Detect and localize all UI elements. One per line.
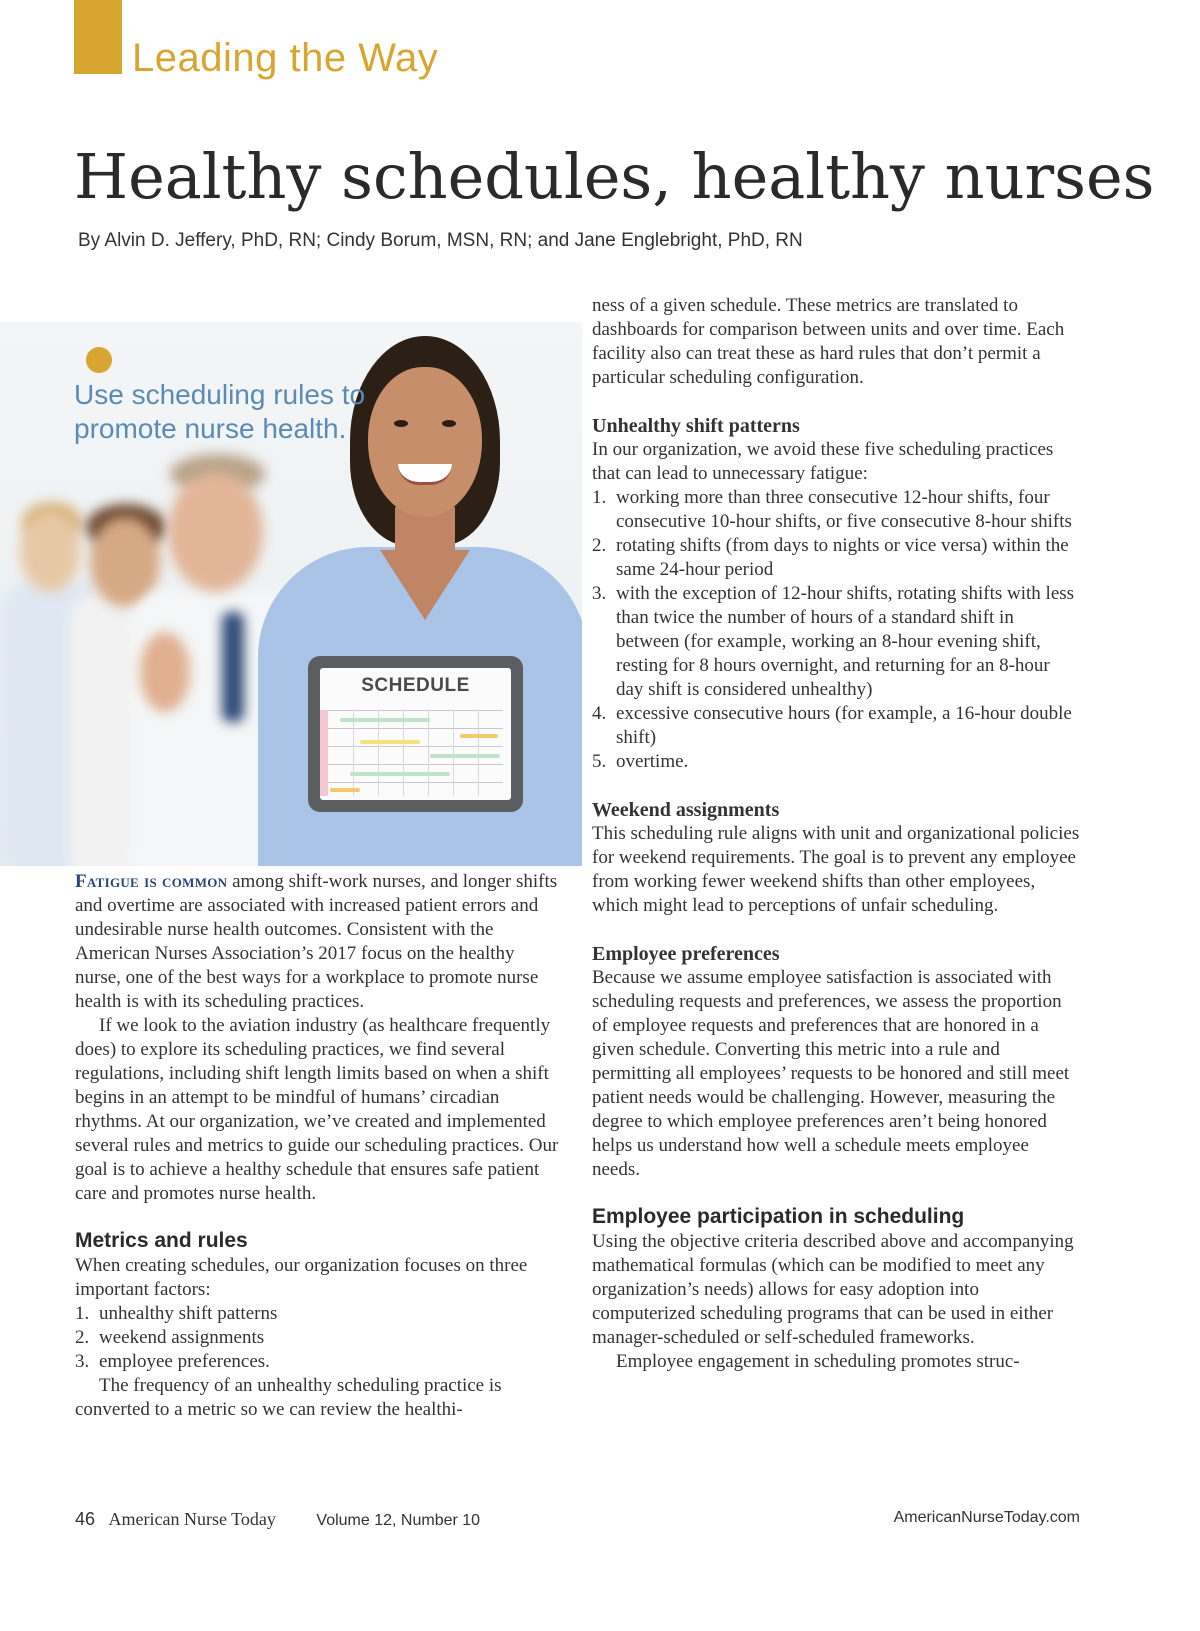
page-footer-left — [75, 1509, 480, 1530]
aviation-paragraph: If we look to the aviation industry (as healthcare frequently does) to explore its scheduling practices, we find several regulations, including shift length limits based on when a shift begins in an attempt to be mindful of humans’ circadian rhythms. At our organization, we’ve created and implemented several rules and metrics to guide our scheduling practices. Our goal is to achieve a healthy schedule that ensures safe patient care and promotes nurse health. — [75, 1015, 559, 1204]
calendar-gridline — [328, 782, 503, 783]
list-number: 4. — [592, 703, 607, 724]
photo-caption: Use scheduling rules to promote nurse health. — [74, 379, 366, 444]
background-doctor-tie — [222, 612, 244, 722]
weekend-heading: Weekend assignments — [592, 799, 780, 821]
calendar-event — [360, 740, 420, 744]
calendar-gridline — [478, 710, 479, 796]
preferences-heading: Employee preferences — [592, 943, 780, 965]
list-item-text: overtime. — [616, 751, 689, 772]
page-number: 46 — [75, 1509, 96, 1529]
list-item-text: excessive consecutive hours (for example, a 16-hour double shift) — [616, 703, 1072, 748]
calendar-event — [460, 734, 498, 738]
right-text-column — [592, 294, 1080, 1374]
spacer — [592, 918, 1080, 942]
calendar-event — [330, 788, 360, 792]
calendar-gridline — [328, 710, 503, 711]
calendar-gridline — [378, 710, 379, 796]
list-item-text: with the exception of 12-hour shifts, rotating shifts with less than twice the number of hours of a standard shift in between (for example, working an 8-hour evening shift, resting for 8 hours overnight, and returning for an 8-hour day shift is considered unhealthy) — [616, 583, 1075, 700]
caption-bullet-dot — [86, 347, 112, 373]
calendar-event — [430, 754, 500, 758]
list-item — [75, 1302, 563, 1326]
list-item — [75, 1350, 563, 1374]
schedule-tablet — [308, 656, 523, 812]
metrics-intro: When creating schedules, our organization focuses on three important factors: — [75, 1255, 528, 1300]
section-color-bar — [74, 0, 122, 74]
calendar-gridline — [403, 710, 404, 796]
thumbs-up-hand — [140, 632, 190, 712]
list-item-text: employee preferences. — [99, 1351, 270, 1372]
intro-text: among shift-work nurses, and longer shifts and overtime are associated with increased patient errors and undesirable nurse health outcomes. Consistent with the American Nurses Association’s 2017 focus on the healthy nurse, one of the best ways for a workplace to promote nurse health is with its scheduling practices. — [75, 871, 558, 1012]
nurse-left-eye — [394, 420, 408, 427]
spacer — [592, 1182, 1080, 1204]
spacer — [592, 774, 1080, 798]
background-staff-face — [90, 517, 160, 607]
list-item — [592, 534, 1080, 582]
engagement-paragraph: Employee engagement in scheduling promotes struc- — [616, 1351, 1020, 1372]
spacer — [592, 390, 1080, 414]
calendar-event — [350, 772, 450, 776]
participation-heading: Employee participation in scheduling — [592, 1205, 965, 1228]
list-number: 2. — [75, 1327, 90, 1348]
metric-paragraph: The frequency of an unhealthy scheduling practice is converted to a metric so we can review the healthi- — [75, 1375, 502, 1420]
preferences-paragraph: Because we assume employee satisfaction is associated with scheduling requests and preferences, we assess the proportion of employee requests and preferences that are honored in a given schedule. Converting this metric into a rule and permitting all employees’ requests to be honored and still meet patient needs would be challenging. However, measuring the degree to which employee preferences aren’t being honored helps us understand how well a schedule meets employee needs. — [592, 967, 1070, 1180]
factors-list — [75, 1302, 563, 1374]
intro-paragraph — [75, 870, 563, 1014]
list-item-text: working more than three consecutive 12-hour shifts, four consecutive 10-hour shifts, or five consecutive 8-hour shifts — [616, 487, 1072, 532]
background-nurse-face — [20, 512, 80, 592]
weekend-paragraph: This scheduling rule aligns with unit and organizational policies for weekend requirements. The goal is to prevent any employee from working fewer weekend shifts than other employees, which might lead to perceptions of unfair scheduling. — [592, 823, 1080, 916]
calendar-gridline — [428, 710, 429, 796]
spacer — [75, 1206, 563, 1228]
participation-paragraph: Using the objective criteria described above and accompanying mathematical formulas (which can be modified to meet any organization’s needs) allows for easy adoption into computerized scheduling programs that can be used in either manager-scheduled or self-scheduled frameworks. — [592, 1231, 1074, 1348]
list-number: 3. — [75, 1351, 90, 1372]
list-item — [592, 702, 1080, 750]
calendar-gridline — [328, 746, 503, 747]
tablet-title: SCHEDULE — [361, 675, 470, 696]
article-headline: Healthy schedules, healthy nurses — [74, 140, 1155, 213]
website-url[interactable]: AmericanNurseToday.com — [893, 1509, 1080, 1526]
nurse-face — [368, 367, 482, 517]
nurse-right-eye — [442, 420, 456, 427]
unhealthy-shift-heading: Unhealthy shift patterns — [592, 415, 800, 437]
background-doctor-face — [168, 472, 263, 592]
magazine-name: American Nurse Today — [108, 1509, 276, 1529]
list-number: 1. — [592, 487, 607, 508]
unhealthy-intro: In our organization, we avoid these five scheduling practices that can lead to unnecessary fatigue: — [592, 439, 1054, 484]
list-item-text: weekend assignments — [99, 1327, 265, 1348]
calendar-gridline — [453, 710, 454, 796]
list-item — [75, 1326, 563, 1350]
practices-list — [592, 486, 1080, 774]
calendar-gridline — [328, 764, 503, 765]
byline: By Alvin D. Jeffery, PhD, RN; Cindy Borum, MSN, RN; and Jane Englebright, PhD, RN — [78, 230, 803, 251]
list-item — [592, 582, 1080, 702]
calendar-event — [340, 718, 430, 722]
volume-issue: Volume 12, Number 10 — [316, 1512, 481, 1529]
list-item-text: rotating shifts (from days to nights or vice versa) within the same 24-hour period — [616, 535, 1069, 580]
list-item-text: unhealthy shift patterns — [99, 1303, 278, 1324]
calendar-gridline — [328, 728, 503, 729]
list-item — [592, 486, 1080, 534]
continued-paragraph: ness of a given schedule. These metrics are translated to dashboards for comparison between units and over time. Each facility also can treat these as hard rules that don’t permit a particular scheduling configuration. — [592, 295, 1065, 388]
tablet-screen — [320, 668, 511, 800]
lead-in-text: Fatigue is common — [75, 871, 228, 892]
metrics-heading: Metrics and rules — [75, 1229, 248, 1252]
list-number: 2. — [592, 535, 607, 556]
list-number: 1. — [75, 1303, 90, 1324]
calendar-gridline — [353, 710, 354, 796]
calendar-sidebar — [320, 710, 328, 796]
left-text-column — [75, 870, 563, 1422]
nurse-photo — [0, 322, 582, 866]
section-label: Leading the Way — [132, 36, 439, 80]
list-number: 5. — [592, 751, 607, 772]
list-item — [592, 750, 1080, 774]
list-number: 3. — [592, 583, 607, 604]
